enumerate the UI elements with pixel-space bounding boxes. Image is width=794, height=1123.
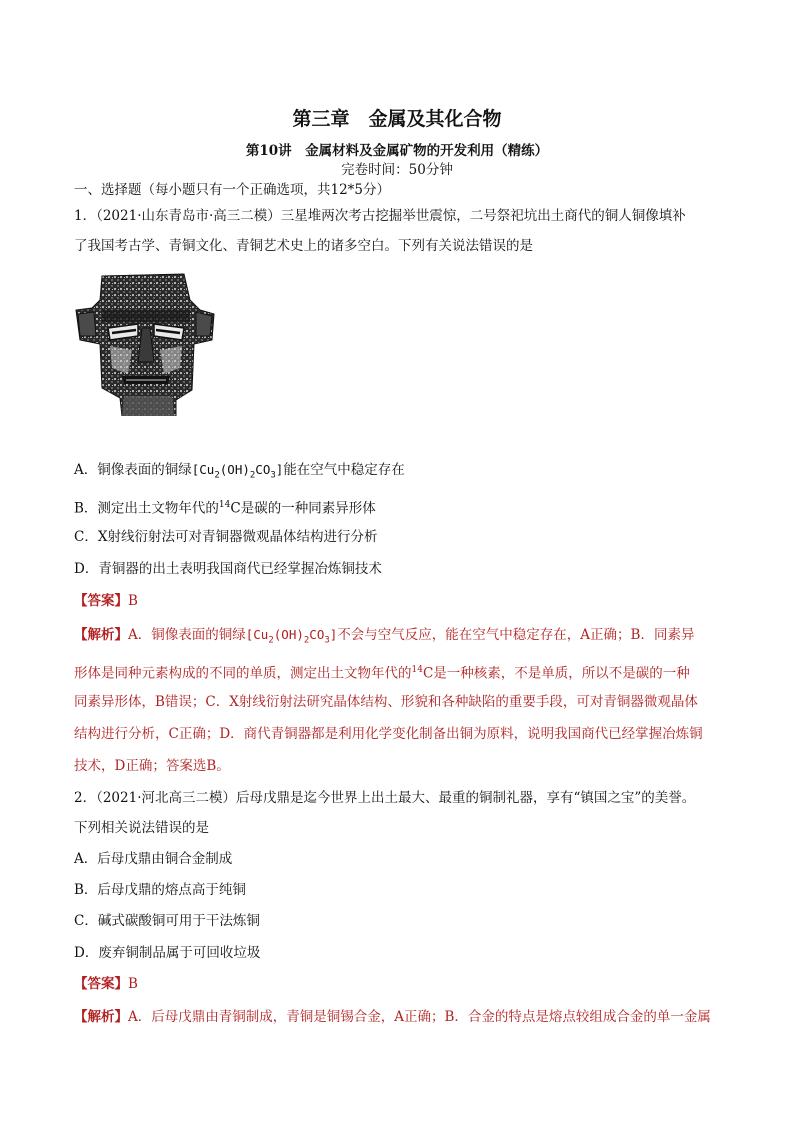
answer-label: 【答案】 — [74, 593, 128, 609]
q1-answer — [74, 592, 734, 610]
q1-analysis-line4: 结构进行分析，C正确；D．商代青铜器都是利用化学变化制备出铜为原料，说明我国商代已经掌握冶炼铜 — [74, 726, 703, 742]
q2-option-b: B．后母戊鼎的熔点高于纯铜 — [74, 882, 246, 898]
time-limit: 完卷时间：50分钟 — [341, 162, 453, 178]
q1-stem-line2: 了我国考古学、青铜文化、青铜艺术史上的诸多空白。下列有关说法错误的是 — [74, 238, 533, 254]
isotope-14: 14 — [218, 500, 231, 510]
q2-option-d: D．废弃铜制品属于可回收垃圾 — [74, 945, 261, 961]
q2-answer: 【答案】B — [74, 976, 138, 992]
answer-value: B — [128, 593, 138, 609]
q1-option-a-post: 能在空气中稳定存在 — [283, 462, 405, 478]
q1-analysis-line5: 技术，D正确；答案选B。 — [74, 758, 230, 774]
q1-stem-line1: 1．（2021·山东青岛市·高三二模）三星堆两次考古挖掘举世震惊，二号祭祀坑出土商代的铜人铜像填补 — [74, 208, 686, 224]
q1-analysis-line1: 【解析】A．铜像表面的铜绿$[Cu_2(OH)_2CO_3]$不会与空气反应，能在空气中稳定存在，A正确；B．同素异 — [74, 627, 695, 646]
q1-option-b: B．测定出土文物年代的$^{14}$C是碳的一种同素异形体 — [74, 500, 376, 517]
q1-option-d: D．青铜器的出土表明我国商代已经掌握冶炼铜技术 — [74, 561, 382, 577]
q1-option-a-pre: A．铜像表面的铜绿 — [74, 462, 192, 478]
q1-analysis-line3: 同素异形体，B错误；C．X射线衍射法研究晶体结构、形貌和各种缺陷的重要手段，可对青铜器微观晶体 — [74, 694, 698, 710]
section-heading: 一、选择题（每小题只有一个正确选项，共12*5分） — [74, 182, 391, 198]
q2-stem-line2: 下列相关说法错误的是 — [74, 820, 209, 836]
q2-stem-line1: 2．（2021·河北高三二模）后母戊鼎是迄今世界上出土最大、最重的铜制礼器，享有“镇国之宝”的美誉。 — [74, 790, 696, 806]
q1-option-a — [74, 461, 734, 485]
formula-malachite: $[Cu_2(OH)_2CO_3]$ — [191, 462, 284, 481]
lesson-title: 第10讲 金属材料及金属矿物的开发利用（精练） — [245, 143, 549, 159]
chapter-title: 第三章 金属及其化合物 — [292, 108, 502, 130]
q2-option-c: C．碱式碳酸铜可用于干法炼铜 — [74, 913, 260, 929]
bronze-mask-image — [72, 270, 220, 416]
q1-option-c: C．X射线衍射法可对青铜器微观晶体结构进行分析 — [74, 529, 378, 545]
q1-analysis-line2: 形体是同种元素构成的不同的单质，测定出土文物年代的$^{14}$C是一种核素，不是单质，所以不是碳的一种 — [74, 665, 690, 682]
q2-option-a: A．后母戊鼎由铜合金制成 — [74, 851, 233, 867]
analysis-label: 【解析】 — [74, 627, 128, 643]
formula-malachite-2: $[Cu_2(OH)_2CO_3]$ — [245, 627, 338, 646]
q2-analysis-line1: 【解析】A．后母戊鼎由青铜制成，青铜是铜锡合金，A正确；B．合金的特点是熔点较组成合金的单一金属 — [74, 1009, 711, 1025]
